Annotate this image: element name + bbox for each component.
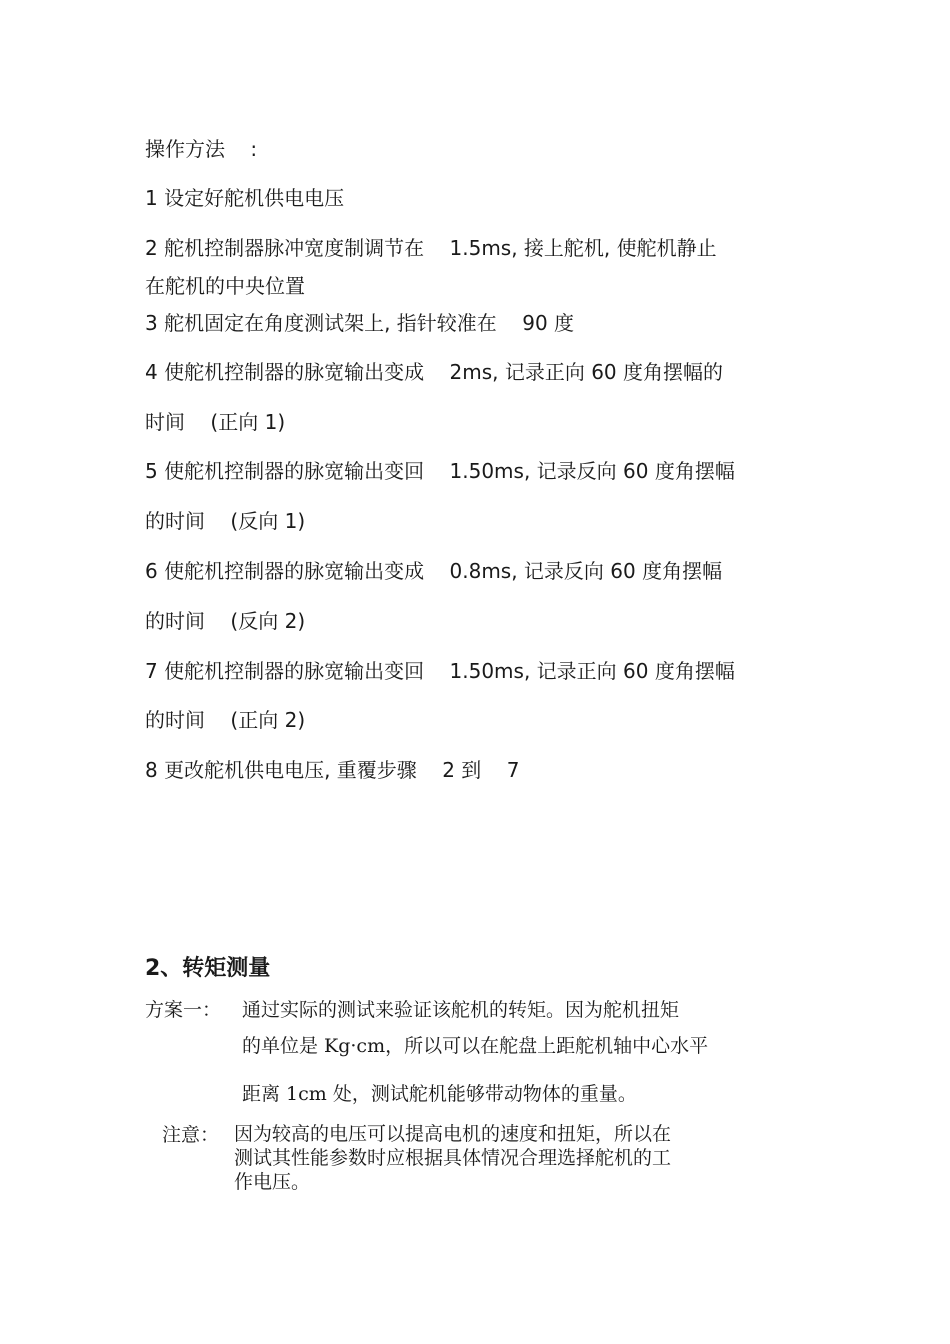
procedure-step-2: 2 舵机控制器脉冲宽度制调节在 1.5ms, 接上舵机, 使舵机静止 <box>145 236 717 260</box>
procedure-step-5: 5 使舵机控制器的脉宽输出变回 1.50ms, 记录反向 60 度角摆幅 <box>145 459 735 483</box>
procedure-step-7: 7 使舵机控制器的脉宽输出变回 1.50ms, 记录正向 60 度角摆幅 <box>145 659 735 683</box>
procedure-step-8: 8 更改舵机供电电压, 重覆步骤 2 到 7 <box>145 758 520 782</box>
note-line-1: 因为较高的电压可以提高电机的速度和扭矩，所以在 <box>234 1123 672 1145</box>
note-line-2: 测试其性能参数时应根据具体情况合理选择舵机的工 <box>234 1147 672 1169</box>
plan-label: 方案一： <box>145 999 222 1021</box>
note-label: 注意： <box>162 1124 220 1146</box>
plan-line-3: 距离 1cm 处，测试舵机能够带动物体的重量。 <box>242 1083 637 1105</box>
plan-line-2: 的单位是 Kg·cm，所以可以在舵盘上距舵机轴中心水平 <box>242 1035 709 1057</box>
procedure-step-6: 6 使舵机控制器的脉宽输出变成 0.8ms, 记录反向 60 度角摆幅 <box>145 559 723 583</box>
procedure-step-7-cont: 的时间 (正向 2) <box>145 708 306 732</box>
note-line-3: 作电压。 <box>234 1171 311 1193</box>
procedure-step-4: 4 使舵机控制器的脉宽输出变成 2ms, 记录正向 60 度角摆幅的 <box>145 360 724 384</box>
section-title-torque: 2、转矩测量 <box>145 956 271 981</box>
procedure-step-5-cont: 的时间 (反向 1) <box>145 509 306 533</box>
plan-line-1: 通过实际的测试来验证该舵机的转矩。因为舵机扭矩 <box>242 999 680 1021</box>
procedure-step-1: 1 设定好舵机供电电压 <box>145 186 345 210</box>
procedure-step-3: 3 舵机固定在角度测试架上, 指针较准在 90 度 <box>145 311 575 335</box>
procedure-heading: 操作方法 : <box>145 137 258 161</box>
procedure-step-2-cont: 在舵机的中央位置 <box>145 274 305 298</box>
procedure-step-6-cont: 的时间 (反向 2) <box>145 609 306 633</box>
procedure-step-4-cont: 时间 (正向 1) <box>145 410 286 434</box>
